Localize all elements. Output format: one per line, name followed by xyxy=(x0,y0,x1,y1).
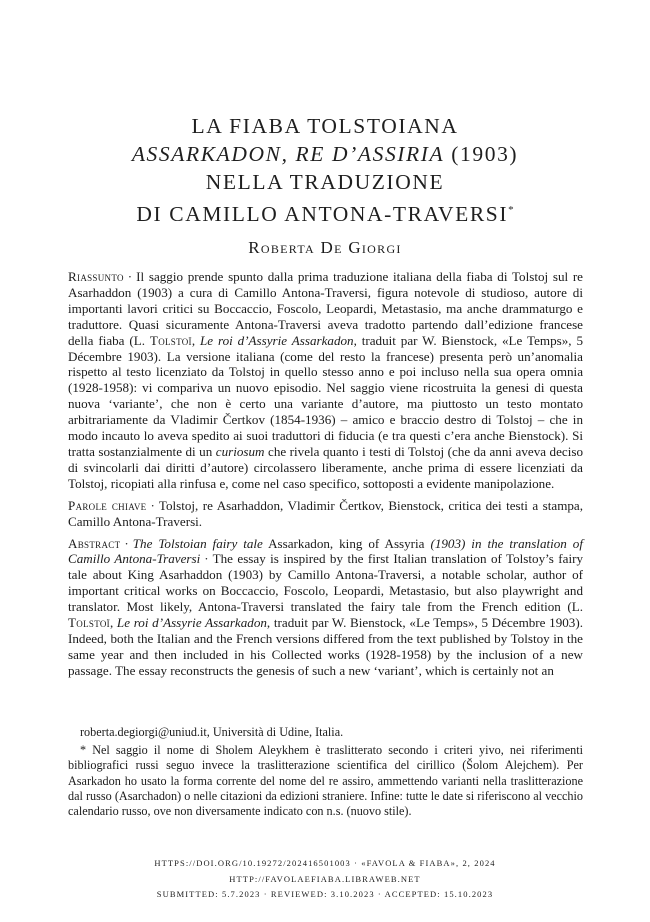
abstract-text-b: , xyxy=(109,615,117,631)
abstract-text-c: , traduit par W. Bienstock, «Le Temps», 5 Décembre 1903). Indeed, both the Italian and the French versions differed from the text published by Tolstoy in the same year and then included in his Collected works (1928-1958) by the inclusion of a new passage. The essay reconstructs the genesis of such a new ‘variant’, which is certainly not an xyxy=(68,615,583,678)
abstract-sep: · xyxy=(124,535,129,551)
riassunto-tolstoi: Tolstoï xyxy=(149,332,192,348)
title-line-4-text: DI CAMILLO ANTONA-TRAVERSI xyxy=(136,202,509,226)
riassunto-curiosum: curiosum xyxy=(215,443,265,459)
riassunto-text-d: che rivela quanto i testi di Tolstoj (che da anni aveva deciso di svincolarli dai diritti d’autore) circolassero liberamente, anche prima di essere licenziati da Tolstoj, ricopiati alla rinfusa e, come nel caso specifico, sottoposti a evidente manipolazione. xyxy=(68,443,583,491)
abstract-paragraph xyxy=(68,536,583,679)
riassunto-sep: · xyxy=(127,269,133,284)
riassunto-label: Riassunto xyxy=(68,269,124,284)
title-line-2 xyxy=(0,140,650,168)
submission-dates: SUBMITTED: 5.7.2023 · REVIEWED: 3.10.2023 · ACCEPTED: 15.10.2023 xyxy=(156,889,494,899)
riassunto-text-b: , xyxy=(191,332,200,348)
journal-url: HTTP://FAVOLAEFIABA.LIBRAWEB.NET xyxy=(229,873,421,884)
abstract-title-b: Assarkadon, king of Assyria xyxy=(262,535,431,551)
footnotes xyxy=(68,725,583,823)
title-line-4 xyxy=(0,196,650,228)
riassunto-paragraph xyxy=(68,269,583,492)
riassunto-text: Il saggio prende spunto dalla prima traduzione italiana della fiaba di Tolstoj sul re Asarhaddon (1903) a cura di Camillo Antona-Traversi, figura notevole di studioso, autore di importanti lavori critici su Boccaccio, Foscolo, Leopardi, Metastasio, ma anche drammaturgo e traduttore. Quasi sicuramente Antona-Traversi aveva tradotto partendo dall’edizione francese della fiaba (L. xyxy=(68,269,583,348)
title-line-3: NELLA TRADUZIONE xyxy=(205,170,445,194)
parole-chiave-label: Parole chiave xyxy=(68,497,147,513)
abstract-title-c: (1903) in the translation of Camillo Antona-Traversi xyxy=(68,535,583,567)
parole-chiave-sep: · xyxy=(150,497,155,513)
abstract-label: Abstract xyxy=(68,535,121,551)
title-italic-work: ASSARKADON, RE D’ASSIRIA xyxy=(131,142,445,166)
abstract-work-title: Le roi d’Assyrie Assarkadon xyxy=(116,615,267,631)
publication-metadata xyxy=(0,856,650,903)
abstract-text: The essay is inspired by the first Italian translation of Tolstoy’s fairy tale about King Asarhaddon (1903) by Camillo Antona-Traversi, a notable scholar, author of important critical works on Boccaccio, Foscolo, Leopardi, Metastasio, but also playwright and translator. Most likely, Antona-Traversi translated the fairy tale from the French edition (L. xyxy=(68,551,583,615)
doi-line: HTTPS://DOI.ORG/10.19272/202416501003 · «FAVOLA & FIABA», 2, 2024 xyxy=(154,858,496,868)
title-line-1: LA FIABA TOLSTOIANA xyxy=(191,114,459,138)
article-title xyxy=(0,112,650,260)
abstract-sep-2: · xyxy=(204,551,209,567)
riassunto-work-title: Le roi d’Assyrie Assarkadon xyxy=(200,332,354,348)
author-affiliation-note: roberta.degiorgi@uniud.it, Università di Udine, Italia. xyxy=(80,725,344,739)
parole-chiave-text: Tolstoj, re Asarhaddon, Vladimir Čertkov, Bienstock, critica dei testi a stampa, Camillo Antona-Traversi. xyxy=(68,497,584,529)
abstract-tolstoi: Tolstoï xyxy=(68,615,110,631)
parole-chiave-paragraph xyxy=(68,498,583,530)
abstract-title-a: The Tolstoian fairy tale xyxy=(132,535,263,551)
riassunto-text-c: , traduit par W. Bienstock, «Le Temps», 5 Décembre 1903). La versione italiana (come del resto la francese) presenta però un’anomalia rispetto al testo licenziato da Tolstoj in quello stesso anno e poi incluso nella sua opera omnia (1928-1958): vi compariva un nuovo episodio. Nel saggio viene ricostruita la genesi di questa nuova ‘variante’, che non è certo una variante d’autore, ma piuttosto un testo montato arbitrariamente da Vladimir Čertkov (1854-1936) – amico e braccio destro di Tolstoj – che in modo incauto lo aveva spedito ai suoi traduttori di fiducia (e tra questi c’era anche Bienstock). Si tratta sostanzialmente di un xyxy=(68,332,583,459)
title-footnote-star: * xyxy=(508,204,514,216)
abstract-section xyxy=(68,269,583,679)
title-year: (1903) xyxy=(444,142,519,166)
author-name: Roberta De Giorgi xyxy=(248,238,402,257)
star-footnote: * Nel saggio il nome di Sholem Aleykhem è traslitterato secondo i criteri yivo, nei riferimenti bibliografici russi seguo invece la traslitterazione scientifica del cirillico (Šolom Alejchem). Per Asarkadon ho usato la forma corrente del nome del re assiro, ammettendo varianti nella traslitterazione dal russo (Asarchadon) o nelle citazioni da edizioni straniere. Infine: tutte le date si riferiscono al vecchio calendario russo, ove non diversamente indicato con n.s. (nuovo stile). xyxy=(68,743,583,819)
